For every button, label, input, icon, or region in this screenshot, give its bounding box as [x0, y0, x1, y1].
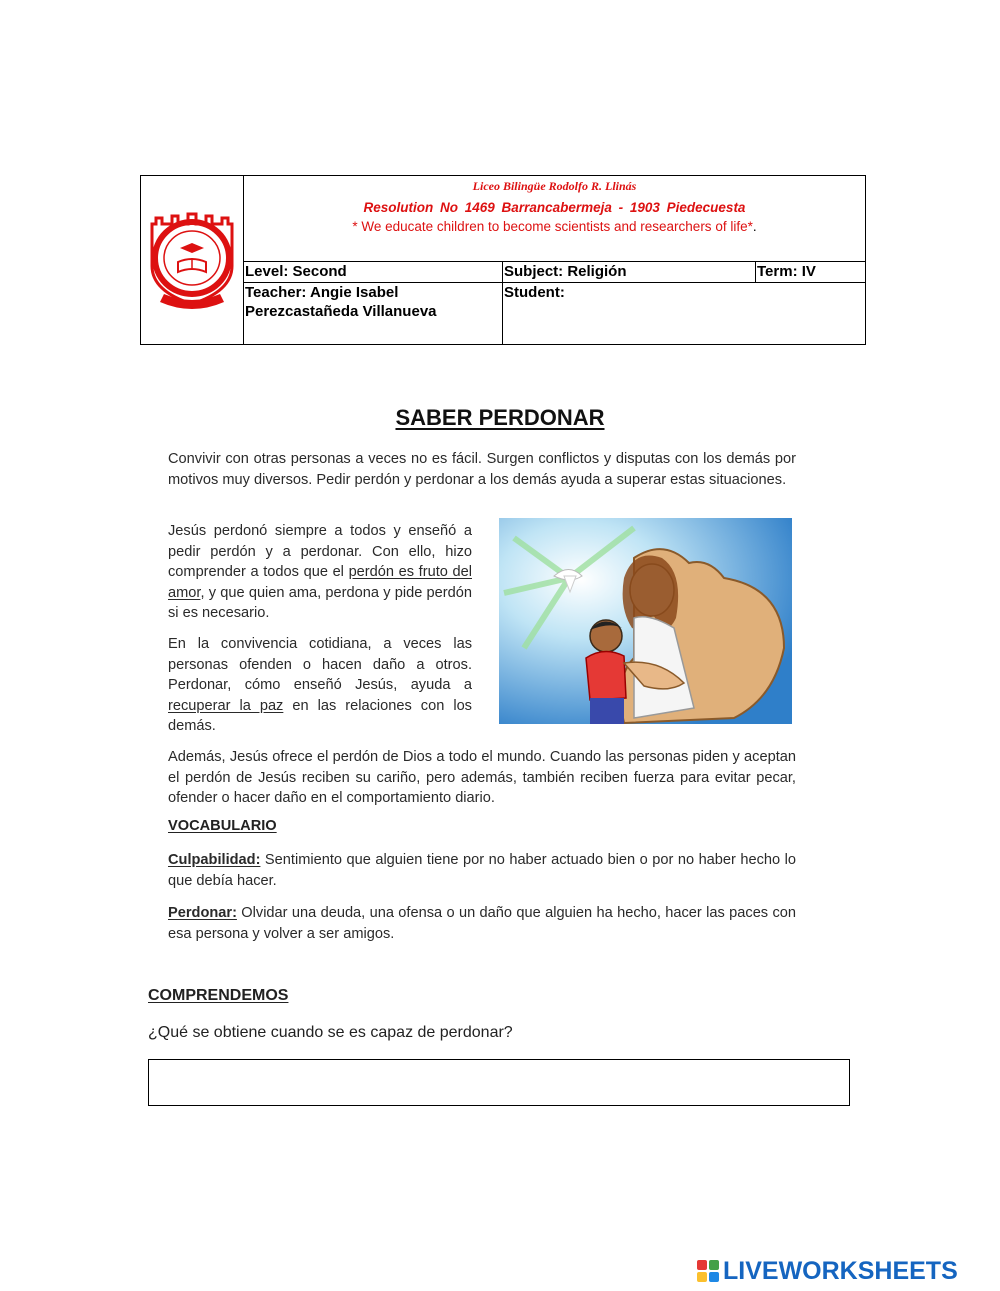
intro-paragraph-1: Convivir con otras personas a veces no es fácil. Surgen conflictos y disputas con los demás por motivos muy diversos. Pedir perdón y perdonar a los demás ayuda a superar estas situaciones. — [168, 451, 796, 488]
p3-underlined: recuperar la paz — [168, 697, 284, 714]
liveworksheets-grid-icon — [697, 1260, 719, 1282]
teacher-line2: Perezcastañeda Villanueva — [245, 303, 437, 320]
grid-square-green — [709, 1260, 719, 1270]
p3-text-end: en las relaciones con los demás. — [168, 697, 472, 734]
teacher-line1: Teacher: Angie Isabel — [245, 284, 399, 301]
school-name: Liceo Bilingüe Rodolfo R. Llinás — [472, 179, 637, 193]
intro-paragraph-4: Además, Jesús ofrece el perdón de Dios a todo el mundo. Cuando las personas piden y aceptan el perdón de Jesús reciben su cariño, pero además, también reciben fuerza para evitar pecar, ofender o hacer daño en el comportamiento diario. — [168, 749, 796, 806]
school-crest-logo — [142, 196, 242, 326]
school-motto-text: * We educate children to become scientists and researchers of life* — [352, 219, 753, 234]
grid-square-red — [697, 1260, 707, 1270]
intro-paragraph-2 — [168, 521, 472, 624]
school-resolution: Resolution No 1469 Barrancabermeja - 1903 Piedecuesta — [363, 200, 746, 215]
p2-text: Jesús perdonó siempre a todos y enseñó a pedir perdón y a perdonar. Con ello, hizo comprender a todos que el — [168, 523, 472, 580]
comprehension-heading: COMPRENDEMOS — [148, 987, 289, 1004]
jesus-embracing-child-illustration — [484, 518, 792, 724]
vocabulary-item — [168, 850, 796, 891]
teacher-field — [245, 283, 437, 321]
p3-text: En la convivencia cotidiana, a veces las personas ofenden o hacen daño a otros. Perdonar, cómo enseñó Jesús, ayuda a — [168, 636, 472, 693]
student-field: Student: — [504, 284, 565, 301]
intro-paragraph-3 — [168, 634, 472, 737]
liveworksheets-logo — [697, 1256, 958, 1286]
column-divider — [502, 262, 503, 344]
page-title: SABER PERDONAR — [395, 405, 605, 430]
term-field: Term: IV — [757, 263, 816, 280]
school-info — [244, 176, 865, 262]
vocabulary-heading: VOCABULARIO — [168, 818, 277, 834]
school-motto-end: . — [752, 219, 757, 234]
liveworksheets-wordmark: LIVEWORKSHEETS — [723, 1256, 958, 1285]
vocabulary-item — [168, 903, 796, 944]
comprehension-question: ¿Qué se obtiene cuando se es capaz de perdonar? — [148, 1024, 513, 1041]
header-table — [140, 175, 866, 345]
vocabulary-definition: Sentimiento que alguien tiene por no haber actuado bien o por no haber hecho lo que debía hacer. — [168, 852, 796, 889]
grid-square-yellow — [697, 1272, 707, 1282]
vocabulary-term: Culpabilidad: — [168, 852, 261, 868]
vocabulary-term: Perdonar: — [168, 905, 237, 921]
vocabulary-definition: Olvidar una deuda, una ofensa o un daño que alguien ha hecho, hacer las paces con esa persona y volver a ser amigos. — [168, 905, 796, 942]
school-motto — [244, 219, 865, 234]
grid-square-blue — [709, 1272, 719, 1282]
p2-underlined: perdón es fruto del amor — [168, 564, 472, 601]
column-divider — [755, 262, 756, 282]
level-field: Level: Second — [245, 263, 347, 280]
school-logo-cell — [141, 176, 244, 344]
p2-text-end: , y que quien ama, perdona y pide perdón si es necesario. — [168, 584, 472, 621]
subject-field: Subject: Religión — [504, 263, 627, 280]
answer-input-box[interactable] — [148, 1059, 850, 1106]
